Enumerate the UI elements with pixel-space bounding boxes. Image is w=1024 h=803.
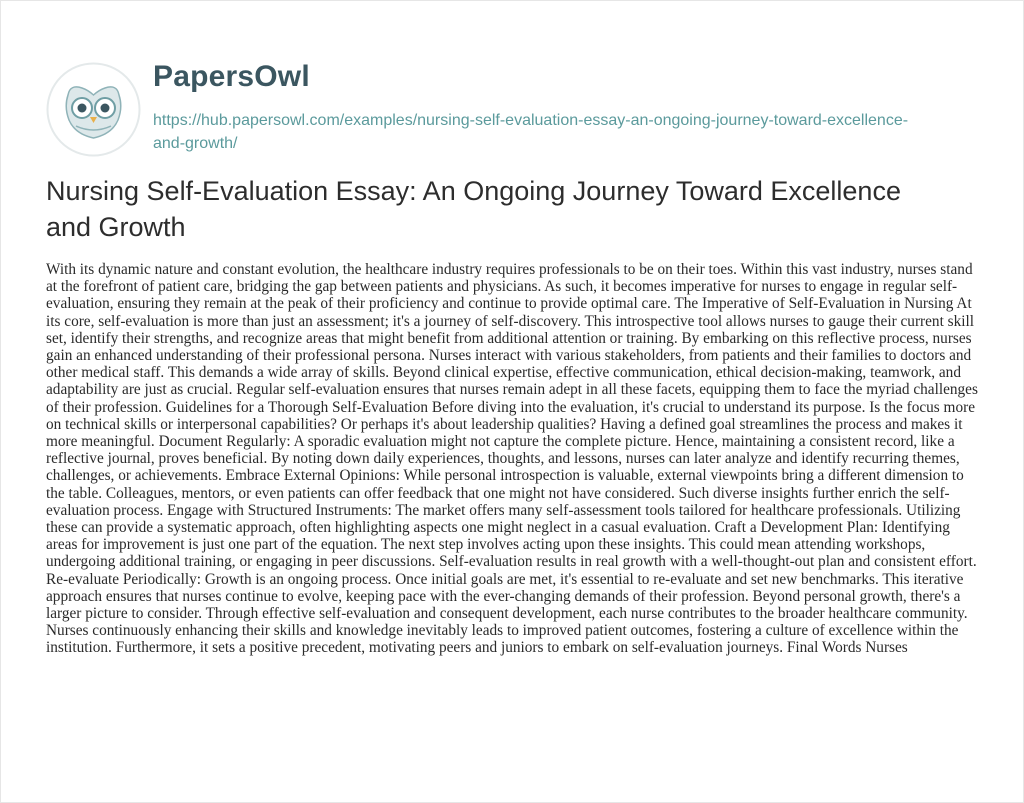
brand-name[interactable]: PapersOwl (153, 60, 310, 93)
site-header (46, 52, 986, 162)
page-title: Nursing Self-Evaluation Essay: An Ongoing Journey Toward Excellence and Growth (46, 176, 901, 242)
essay-body: With its dynamic nature and constant evolution, the healthcare industry requires professionals to be on their toes. Within this vast industry, nurses stand at the forefront of patient care, bridging the gap between patients and physicians. As such, it becomes imperative for nurses to engage in regular self-evaluation, ensuring they remain at the peak of their proficiency and continue to provide optimal care. The Imperative of Self-Evaluation in Nursing At its core, self-evaluation is more than just an assessment; it's a journey of self-discovery. This introspective tool allows nurses to gauge their current skill set, identify their strengths, and recognize areas that might benefit from additional attention or training. By embarking on this reflective process, nurses gain an enhanced understanding of their professional persona. Nurses interact with various stakeholders, from patients and their families to doctors and other medical staff. This demands a wide array of skills. Beyond clinical expertise, effective communication, ethical decision-making, teamwork, and adaptability are just as crucial. Regular self-evaluation ensures that nurses remain adept in all these facets, equipping them to face the myriad challenges of their profession. Guidelines for a Thorough Self-Evaluation Before diving into the evaluation, it's crucial to understand its purpose. Is the focus more on technical skills or interpersonal capabilities? Or perhaps it's about leadership qualities? Having a defined goal streamlines the process and makes it more meaningful. Document Regularly: A sporadic evaluation might not capture the complete picture. Hence, maintaining a consistent record, like a reflective journal, proves beneficial. By noting down daily experiences, thoughts, and lessons, nurses can later analyze and identify recurring themes, challenges, or achievements. Embrace External Opinions: While personal introspection is valuable, external viewpoints bring a different dimension to the table. Colleagues, mentors, or even patients can offer feedback that one might not have considered. Such diverse insights further enrich the self-evaluation process. Engage with Structured Instruments: The market offers many self-assessment tools tailored for healthcare professionals. Utilizing these can provide a systematic approach, often highlighting aspects one might neglect in a casual evaluation. Craft a Development Plan: Identifying areas for improvement is just one part of the equation. The next step involves acting upon these insights. This could mean attending workshops, undergoing additional training, or engaging in peer discussions. Self-evaluation results in real growth with a well-thought-out plan and consistent effort. Re-evaluate Periodically: Growth is an ongoing process. Once initial goals are met, it's essential to re-evaluate and set new benchmarks. This iterative approach ensures that nurses continue to evolve, keeping pace with the ever-changing demands of their profession. Beyond personal growth, there's a larger picture to consider. Through effective self-evaluation and consequent development, each nurse contributes to the broader healthcare community. Nurses continuously enhancing their skills and knowledge inevitably leads to improved patient outcomes, fostering a culture of excellence within the institution. Furthermore, it sets a positive precedent, motivating peers and juniors to embark on self-evaluation journeys. Final Words Nurses (46, 261, 978, 657)
source-url-link[interactable]: https://hub.papersowl.com/examples/nursing-self-evaluation-essay-an-ongoing-journey-toward-excellence-and-growth/ (153, 112, 909, 152)
owl-logo-icon[interactable] (46, 62, 141, 157)
